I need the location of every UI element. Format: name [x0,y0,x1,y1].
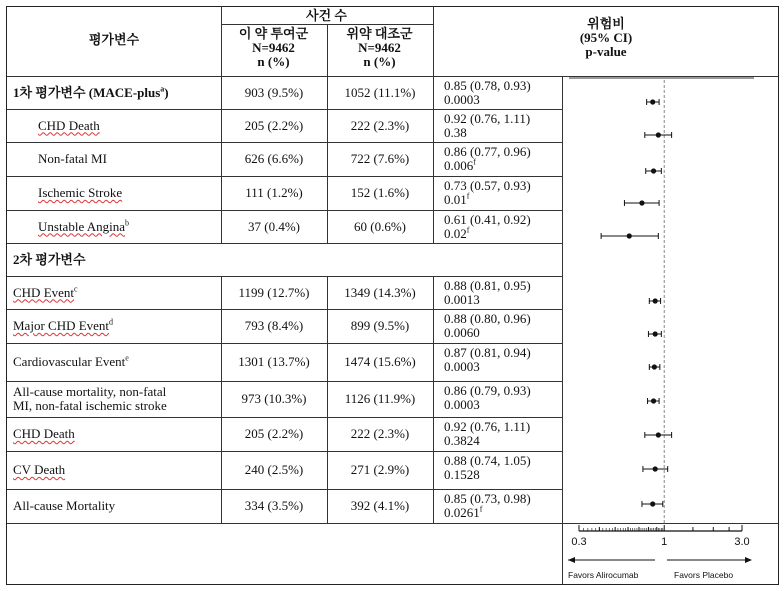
row-divider [7,343,562,344]
row-label-text: Cardiovascular Event [13,354,126,369]
row-divider [7,381,562,382]
hazard-ratio: 0.87 (0.81, 0.94) [444,345,531,360]
row-label-text: 1차 평가변수 (MACE-plus [13,84,161,100]
row-label [13,355,129,369]
row-divider [7,109,562,110]
tick-label-max: 3.0 [734,536,750,548]
row-label [38,152,107,166]
row-label-text: CHD Event [13,284,75,300]
placebo-count: 1349 (14.3%) [344,284,416,300]
row-divider [7,142,562,143]
p-value [444,227,469,241]
p-value [444,93,480,107]
row-label [38,220,129,234]
footnote-marker: e [125,353,129,363]
placebo-count: 1474 (15.6%) [344,354,416,369]
p-value-text: 0.02 [444,226,467,241]
hazard-ratio: 0.86 (0.77, 0.96) [444,144,531,159]
hazard-ratio: 0.85 (0.73, 0.98) [444,491,531,506]
drug-count: 205 (2.2%) [244,426,304,441]
row-divider [7,243,562,244]
row-label-text: CV Death [13,462,66,477]
tick-label-min: 0.3 [571,536,587,548]
p-value [444,159,476,173]
favors-left-label: Favors Alirocumab [568,570,639,580]
drug-count: 1199 (12.7%) [238,284,310,300]
p-value [444,468,480,482]
row-label [13,427,75,441]
p-value-text: 0.0003 [444,397,480,412]
row-label [38,119,100,133]
row-divider [7,309,562,310]
row-label-close: ) [164,84,169,100]
drug-count: 334 (3.5%) [244,498,304,513]
forest-left-border [562,76,563,523]
hazard-ratio: 0.88 (0.74, 1.05) [444,453,531,468]
p-value [444,398,480,412]
drug-count: 37 (0.4%) [248,218,300,234]
placebo-count: 899 (9.5%) [350,318,410,333]
drug-count: 793 (8.4%) [244,318,304,333]
col-divider [433,276,434,523]
p-value-text: 0.0003 [444,359,480,374]
col-divider [433,6,434,243]
placebo-count: 152 (1.6%) [350,185,410,200]
p-value-text: 0.006 [444,158,474,173]
p-value-text: 0.38 [444,125,467,140]
p-value [444,193,469,207]
footnote-marker: b [125,218,130,228]
p-value [444,326,480,340]
drug-count: 973 (10.3%) [241,391,307,406]
placebo-count: 722 (7.6%) [350,151,410,166]
header-drug-arm: 이 약 투여군 [238,26,309,41]
header-param: 평가변수 [88,32,140,47]
hazard-ratio: 0.85 (0.78, 0.93) [444,78,531,93]
p-value [444,293,480,307]
row-label [38,186,122,200]
hazard-ratio: 0.92 (0.76, 1.11) [444,419,531,434]
row-label [13,86,169,100]
p-value-text: 0.0003 [444,92,480,107]
table-bottom-line [7,523,778,524]
header-drug-unit: n (%) [257,54,290,69]
drug-count: 111 (1.2%) [245,185,303,200]
footnote-marker: c [74,284,78,294]
row-label [13,499,115,513]
header-events: 사건 수 [306,8,347,23]
row-label-text: CHD Death [13,426,75,441]
row-label-text: Non-fatal MI [38,151,107,166]
placebo-count: 271 (2.9%) [350,462,410,477]
row-label: MI, non-fatal ischemic stroke [13,398,167,413]
p-value [444,506,482,520]
header-hr-p: p-value [585,44,627,59]
drug-count: 626 (6.6%) [244,151,304,166]
drug-count: 1301 (13.7%) [238,354,310,369]
p-value-text: 0.01 [444,192,467,207]
drug-count: 240 (2.5%) [244,462,304,477]
row-label-text: Ischemic Stroke [38,185,123,200]
header-bottom-line [7,76,562,77]
row-label [13,319,113,333]
header-bottom-line-forest [562,76,778,77]
drug-count: 205 (2.2%) [244,117,304,133]
row-label [13,463,65,477]
p-value [444,126,467,140]
placebo-count: 1126 (11.9%) [344,391,416,406]
header-placebo-unit: n (%) [363,54,396,69]
hazard-ratio: 0.88 (0.81, 0.95) [444,278,531,293]
row-label-text: CHD Death [38,117,100,133]
row-divider [7,489,562,490]
hazard-ratio: 0.86 (0.79, 0.93) [444,383,531,398]
row-label-text: All-cause Mortality [13,498,116,513]
drug-count: 903 (9.5%) [244,84,304,100]
row-divider [7,210,562,211]
p-value-text: 0.0261 [444,505,480,520]
footnote-marker: f [479,504,483,514]
forest-axis-border [562,523,563,585]
tick-label-one: 1 [661,536,668,548]
footnote-marker: f [466,191,470,201]
p-value-text: 0.3824 [444,433,480,448]
placebo-count: 392 (4.1%) [350,498,410,513]
section-secondary: 2차 평가변수 [13,252,86,267]
placebo-count: 1052 (11.1%) [344,84,416,100]
placebo-count: 60 (0.6%) [354,218,406,234]
header-placebo-n: N=9462 [358,40,401,55]
col-divider [327,24,328,243]
row-divider [7,451,562,452]
hazard-ratio: 0.61 (0.41, 0.92) [444,212,531,227]
hazard-ratio: 0.73 (0.57, 0.93) [444,178,531,193]
row-divider [7,176,562,177]
header-drug-n: N=9462 [252,40,295,55]
placebo-count: 222 (2.3%) [350,426,410,441]
header-hr-ci: (95% CI) [579,30,633,45]
p-value-text: 0.1528 [444,467,480,482]
p-value [444,360,480,374]
header-placebo-arm: 위약 대조군 [346,26,413,41]
hazard-ratio: 0.88 (0.80, 0.96) [444,311,531,326]
row-label [13,286,78,300]
footnote-marker: f [466,225,470,235]
footnote-marker: d [109,317,114,327]
p-value [444,434,480,448]
p-value-text: 0.0060 [444,325,480,340]
header-hr-title: 위험비 [587,16,625,31]
footnote-marker: a [160,84,165,94]
footnote-marker: f [473,157,476,167]
row-divider [7,417,562,418]
placebo-count: 222 (2.3%) [350,117,410,133]
row-divider [7,276,562,277]
favors-right-label: Favors Placebo [674,570,734,580]
p-value-text: 0.0013 [444,292,480,307]
row-label-text: Unstable Angina [38,218,126,234]
row-label: All-cause mortality, non-fatal [13,384,167,399]
row-label-text: Major CHD Event [13,318,110,333]
hazard-ratio: 0.92 (0.76, 1.11) [444,111,531,126]
